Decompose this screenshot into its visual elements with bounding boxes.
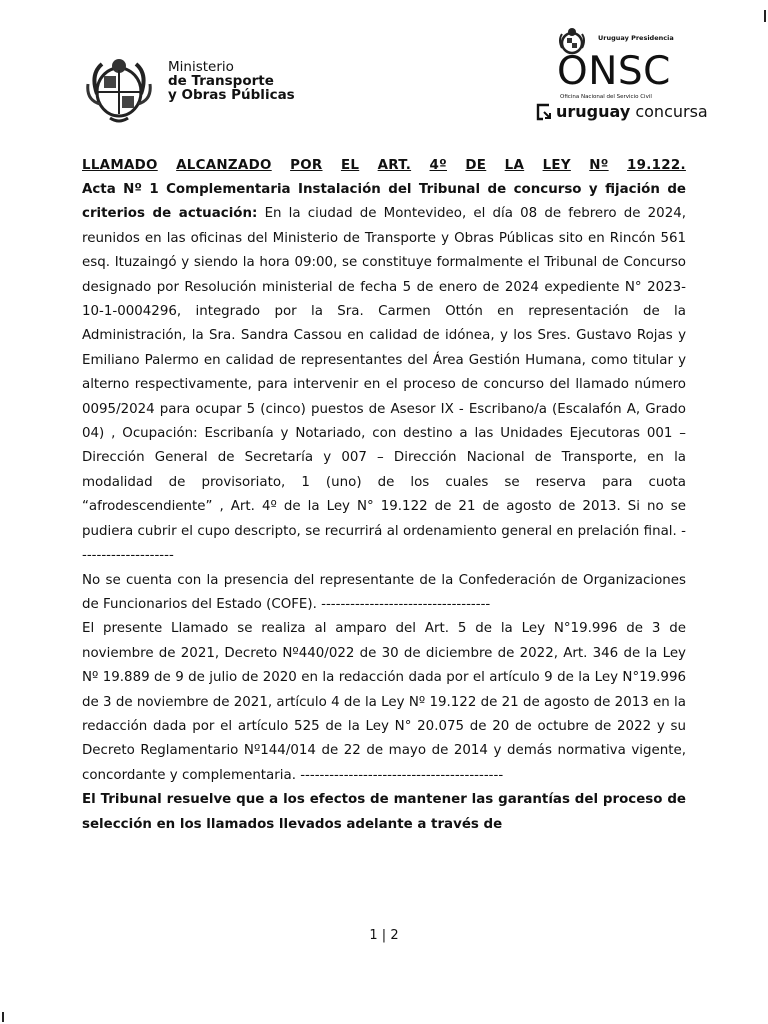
heading-word: DE	[465, 158, 487, 173]
onsc-wordmark: ONSC	[557, 49, 671, 94]
normativa-paragraph: El presente Llamado se realiza al amparo del Art. 5 de la Ley N°19.996 de 3 de noviembre de 2021, Decreto Nº440/022 de 30 de diciembre de 2022, Art. 346 de la Ley Nº 19.889 de 9 de julio de 2020 en la redacción dada por el artículo 9 de la Ley N°19.996 de 3 de noviembre de 2021, artículo 4 de la Ley Nº 19.122 de 21 de agosto de 2013 en la redacción dada por el artículo 525 de la Ley N° 20.075 de 20 de octubre de 2022 y su Decreto Reglamentario Nº144/014 de 22 de mayo de 2014 y demás normativa vigente, concordante y complementaria. ------------------------------------------	[82, 621, 686, 783]
scan-mark	[764, 10, 766, 22]
brand-bold: uruguay	[556, 102, 631, 121]
document-body	[82, 154, 686, 837]
ministry-line-3: y Obras Públicas	[168, 87, 295, 103]
ministry-line-2: de Transporte	[168, 73, 274, 89]
onsc-subtitle: Oficina Nacional del Servicio Civil	[560, 94, 652, 100]
heading-word: ALCANZADO	[176, 158, 272, 173]
heading-word: EL	[340, 158, 360, 173]
heading-word: LLAMADO	[82, 158, 158, 173]
scan-mark	[2, 1012, 4, 1022]
heading-word: 19.122.	[627, 158, 686, 173]
document-heading	[82, 154, 686, 178]
cofe-paragraph: No se cuenta con la presencia del representante de la Confederación de Organizaciones de Funcionarios del Estado (COFE). -----------------------------------	[82, 572, 686, 612]
heading-word: LA	[504, 158, 525, 173]
acta-paragraph	[82, 178, 686, 569]
uruguay-concursa-brand	[556, 102, 708, 121]
uruguay-concursa-icon	[535, 103, 553, 121]
brand-light: concursa	[635, 102, 708, 121]
heading-word: ART.	[377, 158, 412, 173]
resuelve-paragraph: El Tribunal resuelve que a los efectos de mantener las garantías del proceso de selección en los llamados llevados adelante a través de	[82, 792, 686, 832]
heading-word: POR	[290, 158, 323, 173]
heading-word: 4º	[429, 158, 447, 173]
acta-title: Acta Nº 1 Complementaria Instalación del Tribunal de concurso y fijación de criterios de actuación:	[82, 182, 686, 222]
page-number: 1 | 2	[369, 928, 399, 943]
heading-word: Nº	[589, 158, 609, 173]
acta-body: En la ciudad de Montevideo, el día 08 de febrero de 2024, reunidos en las oficinas del Ministerio de Transporte y Obras Públicas sito en Rincón 561 esq. Ituzaingó y siendo la hora 09:00, se constituye formalmente el Tribunal de Concurso designado por Resolución ministerial de fecha 5 de enero de 2024 expediente N° 2023-10-1-0004296, integrado por la Sra. Carmen Ottón en representación de la Administración, la Sra. Sandra Cassou en calidad de idónea, y los Sres. Gustavo Rojas y Emiliano Palermo en calidad de representantes del Área Gestión Humana, como titular y alterno respectivamente, para intervenir en el proceso de concurso del llamado número 0095/2024 para ocupar 5 (cinco) puestos de Asesor IX - Escribano/a (Escalafón A, Grado 04) , Ocupación: Escribanía y Notariado, con destino a las Unidades Ejecutoras 001 – Dirección General de Secretaría y 007 – Dirección Nacional de Transporte, en la modalidad de provisoriato, 1 (uno) de los cuales se reserva para cuota “afrodescendiente” , Art. 4º de la Ley N° 19.122 de 21 de agosto de 2013. Si no se pudiera cubrir el cupo descripto, se recurrirá al ordenamiento general en prelación final. --------------------	[82, 206, 686, 564]
heading-word: LEY	[542, 158, 571, 173]
ministry-name	[168, 60, 295, 102]
ministry-line-1: Ministerio	[168, 59, 234, 75]
presidencia-label: Uruguay Presidencia	[598, 34, 674, 42]
uruguay-coat-of-arms-logo	[80, 54, 158, 124]
